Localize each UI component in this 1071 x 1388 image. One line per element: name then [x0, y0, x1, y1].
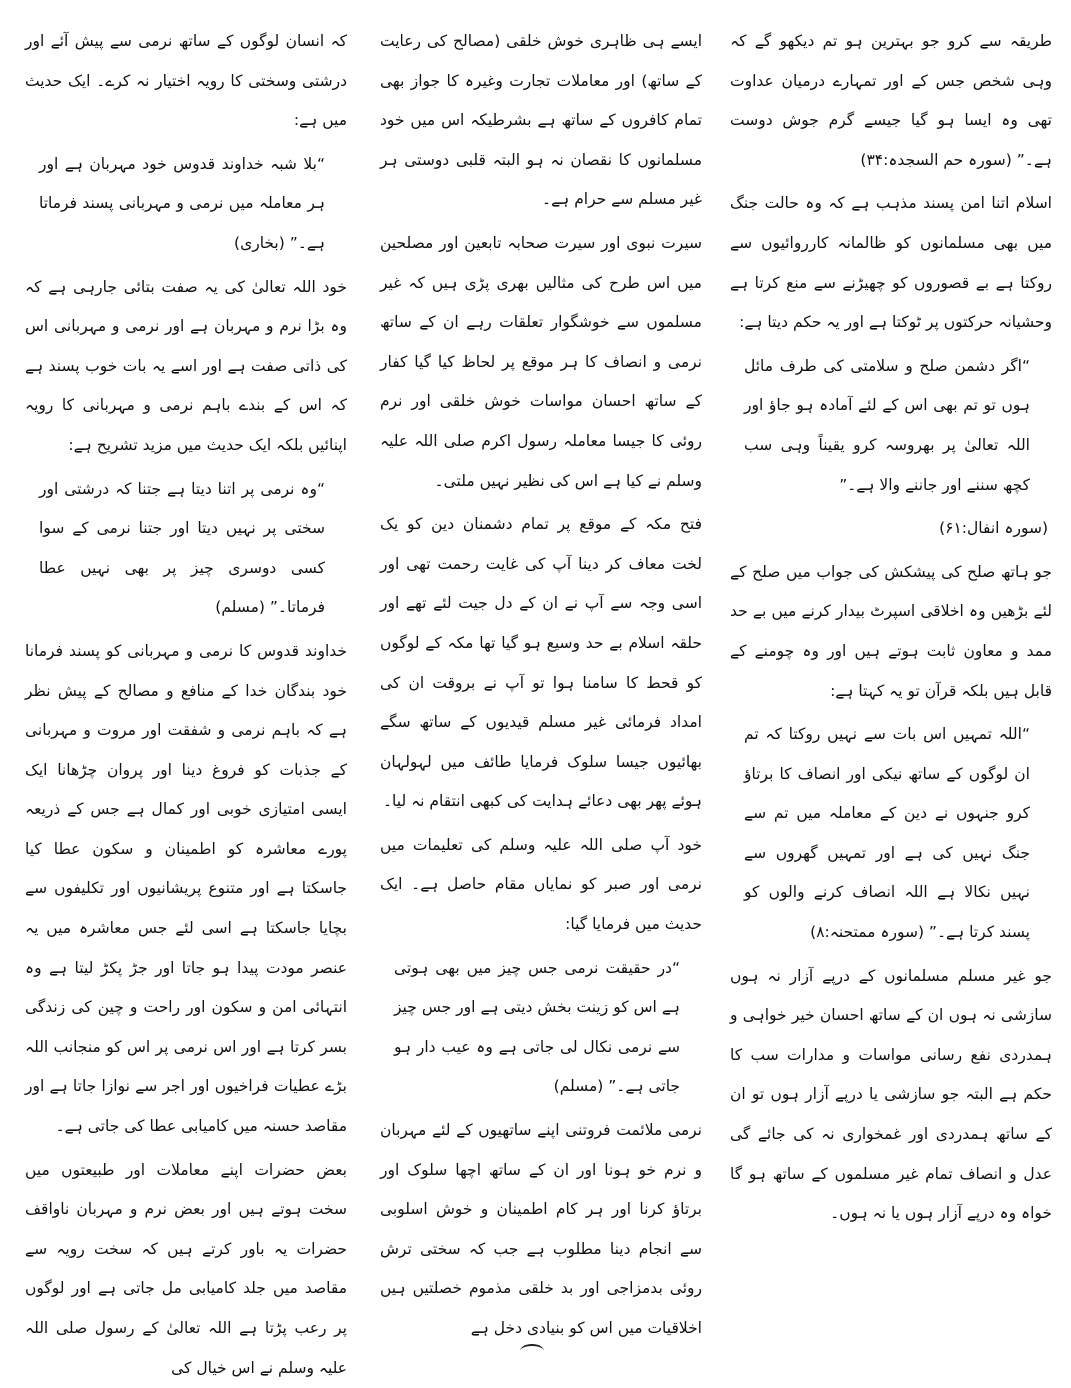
paragraph: کہ انسان لوگوں کے ساتھ نرمی سے پیش آئے اور درشتی وسختی کا رویہ اختیار نہ کرے۔ ایک حدیث میں ہے:: [25, 32, 347, 130]
hadith-quote: “وہ نرمی پر اتنا دیتا ہے جتنا کہ درشتی اور سختی پر نہیں دیتا اور جتنا نرمی کے سوا کسی دوسری چیز پر بھی نہیں عطا فرماتا۔” (مسلم): [39, 479, 325, 617]
paragraph: سیرت نبوی اور سیرت صحابہ تابعین اور مصلحین میں اس طرح کی مثالیں بھری پڑی ہیں کہ غیر مسلموں سے خوشگوار تعلقات رہے ان کے ساتھ نرمی و انصاف کا ہر موقع پر لحاظ کیا گیا کفار کے ساتھ احسان مواسات خوش خلقی اور نرم روئی کا جیسا معاملہ رسول اکرم صلی اللہ علیہ وسلم نے کیا ہے اس کی نظیر نہیں ملتی۔: [380, 233, 702, 490]
text-column-left: [25, 22, 347, 1377]
paragraph: بعض حضرات اپنے معاملات اور طبیعتوں میں سخت ہوتے ہیں اور بعض نرم و مہربان ناواقف حضرات یہ باور کرتے ہیں کہ سخت رویہ سے مقاصد میں جلد کامیابی مل جاتی ہے اور لوگوں پر رعب پڑتا ہے اللہ تعالیٰ کے رسول صلی اللہ علیہ وسلم نے اس خیال کی: [25, 1160, 347, 1377]
quote-reference: (سورہ انفال:۶۱): [939, 519, 1048, 538]
paragraph: خود اللہ تعالیٰ کی یہ صفت بتائی جارہی ہے کہ وہ بڑا نرم و مہربان ہے اور نرمی و مہربانی اس کی ذاتی صفت ہے اور اسے یہ بات خوب پسند ہے کہ اس کے بندے باہم نرمی و مہربانی کا رویہ اپنائیں بلکہ ایک حدیث میں مزید تشریح ہے:: [25, 277, 347, 454]
page-number-mark: [520, 1344, 544, 1358]
text-column-right: [730, 22, 1052, 1352]
paragraph: فتح مکہ کے موقع پر تمام دشمنان دین کو یک لخت معاف کر دینا آپ کی غایت رحمت تھی اور اسی وجہ سے آپ نے ان کے دل جیت لئے تھے اور حلقہ اسلام بے حد وسیع ہو گیا تھا مکہ کے لوگوں کو قحط کا سامنا ہوا تو آپ نے بروقت ان کی امداد فرمائی غیر مسلم قیدیوں کے ساتھ سگے بھائیوں جیسا سلوک فرمایا طائف میں لہولہان ہوئے پھر بھی دعائے ہدایت کی کبھی انتقام نہ لیا۔: [380, 515, 702, 811]
paragraph: طریقہ سے کرو جو بہترین ہو تم دیکھو گے کہ وہی شخص جس کے اور تمہارے درمیان عداوت تھی وہ ایسا ہو گیا جیسے گرم جوش دوست ہے۔” (سورہ حم السجدہ:۳۴): [730, 32, 1052, 169]
quran-quote: “اگر دشمن صلح و سلامتی کی طرف مائل ہوں تو تم بھی اس کے لئے آمادہ ہو جاؤ اور اللہ تعالیٰ پر بھروسہ کرو یقیناً وہی سب کچھ سننے اور جاننے والا ہے۔”: [744, 356, 1030, 494]
text-column-middle: [380, 22, 702, 1352]
paragraph: خود آپ صلی اللہ علیہ وسلم کی تعلیمات میں نرمی اور صبر کو نمایاں مقام حاصل ہے۔ ایک حدیث میں فرمایا گیا:: [380, 835, 702, 934]
paragraph: اسلام اتنا امن پسند مذہب ہے کہ وہ حالت جنگ میں بھی مسلمانوں کو ظالمانہ کارروائیوں سے روکتا ہے بے قصوروں کو چھیڑنے سے منع کرتا ہے وحشیانہ حرکتوں پر ٹوکتا ہے اور یہ حکم دیتا ہے:: [730, 194, 1052, 332]
paragraph: نرمی ملائمت فروتنی اپنے ساتھیوں کے لئے مہربان و نرم خو ہونا اور ان کے ساتھ اچھا سلوک اور برتاؤ کرنا اور ہر کام اطمینان و خوش اسلوبی سے انجام دینا مطلوب ہے جب کہ سختی ترش روئی بدمزاجی اور بد خلقی مذموم خصلتیں ہیں اخلاقیات میں اس کو بنیادی دخل ہے: [380, 1121, 702, 1337]
hadith-quote: “بلا شبہ خداوند قدوس خود مہربان ہے اور ہر معاملہ میں نرمی و مہربانی پسند فرماتا ہے۔” (بخاری): [39, 154, 325, 252]
paragraph: جو ہاتھ صلح کی پیشکش کی جواب میں صلح کے لئے بڑھیں وہ اخلاقی اسپرٹ بیدار کرنے میں بے حد ممد و معاون ثابت ہوتے ہیں اور وہ چومنے کے قابل ہیں بلکہ قرآن تو یہ کہتا ہے:: [730, 562, 1052, 700]
paragraph: جو غیر مسلم مسلمانوں کے درپے آزار نہ ہوں سازشی نہ ہوں ان کے ساتھ احسان خیر خواہی و ہمدردی نفع رسانی مواسات و مدارات سب کا حکم ہے البتہ جو سازشی یا درپے آزار ہوں تو ان کے ساتھ ہمدردی اور غمخواری نہ کی جائے گی عدل و انصاف تمام غیر مسلموں کے ساتھ ہو گا خواہ وہ درپے آزار ہوں یا نہ ہوں۔: [730, 966, 1052, 1223]
hadith-quote: “در حقیقت نرمی جس چیز میں بھی ہوتی ہے اس کو زینت بخش دیتی ہے اور جس چیز سے نرمی نکال لی جاتی ہے وہ عیب دار ہو جاتی ہے۔” (مسلم): [394, 958, 680, 1096]
paragraph: ایسے ہی ظاہری خوش خلقی (مصالح کی رعایت کے ساتھ) اور معاملات تجارت وغیرہ کا جواز بھی تمام کافروں کے ساتھ ہے بشرطیکہ اس میں خود مسلمانوں کا نقصان نہ ہو البتہ قلبی دوستی ہر غیر مسلم سے حرام ہے۔: [380, 32, 702, 209]
paragraph: خداوند قدوس کا نرمی و مہربانی کو پسند فرمانا خود بندگان خدا کے منافع و مصالح کے پیش نظر ہے کہ باہم نرمی و شفقت اور مروت و مہربانی کے جذبات کو فروغ دینا اور پروان چڑھانا ایک ایسی امتیازی خوبی اور کمال ہے جس کے ذریعہ پورے معاشرہ کو اطمینان و سکون عطا کیا جاسکتا ہے اور متنوع پریشانیوں اور تکلیفوں سے بچایا جاسکتا ہے اسی لئے جس معاشرہ میں یہ عنصر مودت پیدا ہو جاتا اور جڑ پکڑ لیتا ہے وہ انتہائی امن و سکون اور راحت و چین کی زندگی بسر کرتا ہے اور اس نرمی پر اس کو منجانب اللہ بڑے عطیات فراخیوں اور اجر سے نوازا جاتا ہے اور مقاصد حسنہ میں کامیابی عطا کی جاتی ہے۔: [25, 641, 347, 1136]
quran-quote: “اللہ تمہیں اس بات سے نہیں روکتا کہ تم ان لوگوں کے ساتھ نیکی اور انصاف کا برتاؤ کرو جنہوں نے دین کے معاملہ میں تم سے جنگ نہیں کی ہے اور تمہیں گھروں سے نہیں نکالا ہے اللہ انصاف کرنے والوں کو پسند کرتا ہے۔” (سورہ ممتحنہ:۸): [744, 725, 1030, 942]
